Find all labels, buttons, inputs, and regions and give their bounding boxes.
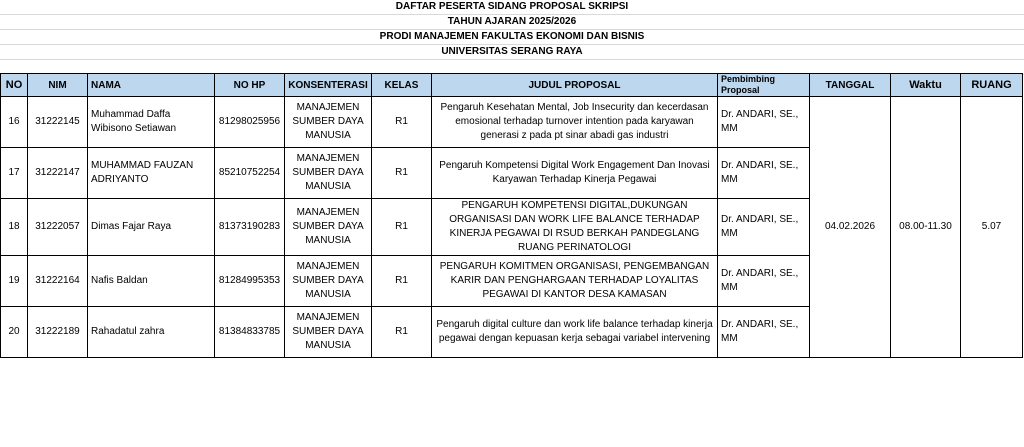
title-line-1: DAFTAR PESERTA SIDANG PROPOSAL SKRIPSI <box>0 0 1024 15</box>
cell-konsentrasi[interactable]: MANAJEMEN SUMBER DAYA MANUSIA <box>285 148 372 199</box>
cell-nohp[interactable]: 85210752254 <box>215 148 285 199</box>
cell-nohp[interactable]: 81284995353 <box>215 256 285 307</box>
cell-judul[interactable]: Pengaruh Kompetensi Digital Work Engagement Dan Inovasi Karyawan Terhadap Kinerja Pegawai <box>432 148 718 199</box>
sheet-title-block <box>0 0 1024 75</box>
cell-kelas[interactable]: R1 <box>372 307 432 358</box>
header-row <box>1 74 1023 97</box>
cell-nohp[interactable]: 81298025956 <box>215 97 285 148</box>
col-header-nohp[interactable]: NO HP <box>215 74 285 97</box>
cell-pembimbing[interactable]: Dr. ANDARI, SE., MM <box>718 199 810 256</box>
col-header-waktu[interactable]: Waktu <box>891 74 961 97</box>
col-header-no[interactable]: NO <box>1 74 28 97</box>
cell-judul[interactable]: PENGARUH KOMITMEN ORGANISASI, PENGEMBANGAN KARIR DAN PENGHARGAAN TERHADAP LOYALITAS PEGAWAI DI KANTOR DESA KAMASAN <box>432 256 718 307</box>
cell-waktu[interactable]: 08.00-11.30 <box>891 97 961 358</box>
cell-pembimbing[interactable]: Dr. ANDARI, SE., MM <box>718 97 810 148</box>
cell-judul[interactable]: Pengaruh digital culture dan work life balance terhadap kinerja pegawai dengan kepuasan kerja sebagai variabel intervening <box>432 307 718 358</box>
cell-no[interactable]: 17 <box>1 148 28 199</box>
col-header-kelas[interactable]: KELAS <box>372 74 432 97</box>
cell-nama[interactable]: Dimas Fajar Raya <box>88 199 215 256</box>
cell-no[interactable]: 16 <box>1 97 28 148</box>
cell-nama[interactable]: Muhammad Daffa Wibisono Setiawan <box>88 97 215 148</box>
cell-kelas[interactable]: R1 <box>372 256 432 307</box>
cell-kelas[interactable]: R1 <box>372 199 432 256</box>
cell-judul[interactable]: Pengaruh Kesehatan Mental, Job Insecurity dan kecerdasan emosional terhadap turnover intention pada karyawan generasi z pada pt sinar abadi gas industri <box>432 97 718 148</box>
cell-konsentrasi[interactable]: MANAJEMEN SUMBER DAYA MANUSIA <box>285 199 372 256</box>
title-line-4: UNIVERSITAS SERANG RAYA <box>0 45 1024 60</box>
cell-nim[interactable]: 31222147 <box>28 148 88 199</box>
cell-nim[interactable]: 31222189 <box>28 307 88 358</box>
cell-kelas[interactable]: R1 <box>372 148 432 199</box>
col-header-pembimbing[interactable]: Pembimbing Proposal <box>718 74 810 97</box>
cell-kelas[interactable]: R1 <box>372 97 432 148</box>
col-header-nim[interactable]: NIM <box>28 74 88 97</box>
cell-nim[interactable]: 31222145 <box>28 97 88 148</box>
table-row <box>1 97 1023 148</box>
col-header-konsentrasi[interactable]: KONSENTERASI <box>285 74 372 97</box>
cell-pembimbing[interactable]: Dr. ANDARI, SE., MM <box>718 148 810 199</box>
cell-nim[interactable]: 31222164 <box>28 256 88 307</box>
cell-nohp[interactable]: 81384833785 <box>215 307 285 358</box>
participants-table <box>0 73 1023 358</box>
cell-tanggal[interactable]: 04.02.2026 <box>810 97 891 358</box>
cell-nama[interactable]: Nafis Baldan <box>88 256 215 307</box>
cell-nama[interactable]: MUHAMMAD FAUZAN ADRIYANTO <box>88 148 215 199</box>
cell-konsentrasi[interactable]: MANAJEMEN SUMBER DAYA MANUSIA <box>285 256 372 307</box>
cell-pembimbing[interactable]: Dr. ANDARI, SE., MM <box>718 256 810 307</box>
col-header-tanggal[interactable]: TANGGAL <box>810 74 891 97</box>
col-header-nama[interactable]: NAMA <box>88 74 215 97</box>
cell-konsentrasi[interactable]: MANAJEMEN SUMBER DAYA MANUSIA <box>285 307 372 358</box>
cell-nohp[interactable]: 81373190283 <box>215 199 285 256</box>
cell-no[interactable]: 19 <box>1 256 28 307</box>
cell-nama[interactable]: Rahadatul zahra <box>88 307 215 358</box>
cell-pembimbing[interactable]: Dr. ANDARI, SE., MM <box>718 307 810 358</box>
col-header-ruang[interactable]: RUANG <box>961 74 1023 97</box>
title-line-2: TAHUN AJARAN 2025/2026 <box>0 15 1024 30</box>
cell-konsentrasi[interactable]: MANAJEMEN SUMBER DAYA MANUSIA <box>285 97 372 148</box>
title-line-3: PRODI MANAJEMEN FAKULTAS EKONOMI DAN BISNIS <box>0 30 1024 45</box>
cell-no[interactable]: 18 <box>1 199 28 256</box>
cell-no[interactable]: 20 <box>1 307 28 358</box>
cell-nim[interactable]: 31222057 <box>28 199 88 256</box>
cell-ruang[interactable]: 5.07 <box>961 97 1023 358</box>
cell-judul[interactable]: PENGARUH KOMPETENSI DIGITAL,DUKUNGAN ORGANISASI DAN WORK LIFE BALANCE TERHADAP KINERJA PEGAWAI DI RSUD BERKAH PANDEGLANG RUANG PERINATOLOGI <box>432 199 718 256</box>
col-header-judul[interactable]: JUDUL PROPOSAL <box>432 74 718 97</box>
